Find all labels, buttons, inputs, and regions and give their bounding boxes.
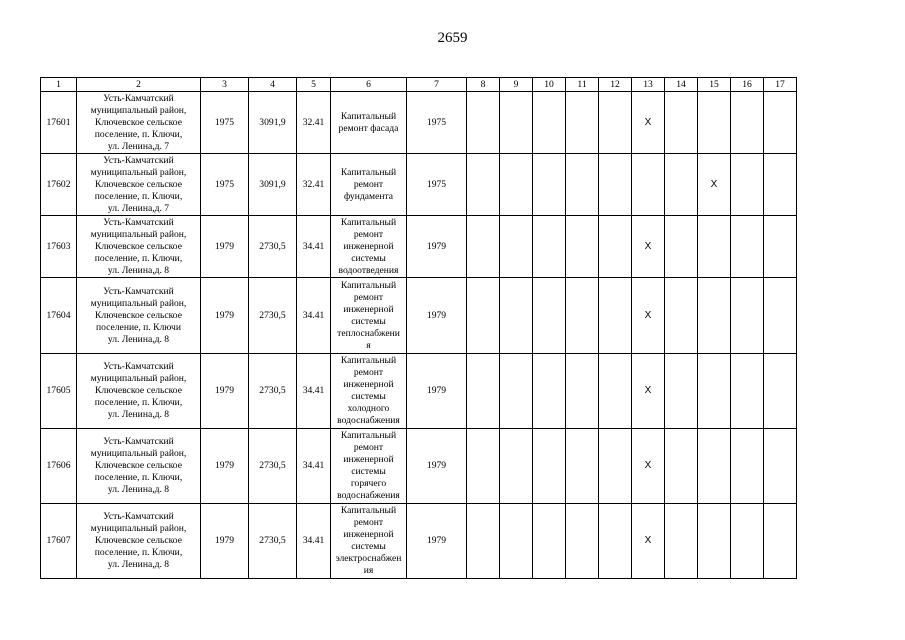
- row-id-cell: 17607: [41, 504, 77, 579]
- year-cell: 1975: [407, 154, 467, 216]
- column-header: 10: [533, 78, 566, 92]
- page-number: 2659: [437, 30, 468, 46]
- column-header: 17: [764, 78, 797, 92]
- address-cell-line: Усть-Камчатский: [103, 361, 174, 372]
- row-id-cell: 17605: [41, 354, 77, 429]
- work-type-cell-line: системы: [351, 541, 386, 552]
- column-header: 9: [500, 78, 533, 92]
- header-row: [41, 78, 797, 92]
- column-header: 4: [249, 78, 297, 92]
- work-type-cell-line: Капитальный: [340, 505, 397, 516]
- address-cell-line: муниципальный район,: [90, 297, 187, 309]
- empty-cell: [731, 216, 764, 278]
- address-cell: [77, 278, 201, 354]
- empty-cell: [500, 354, 533, 429]
- work-type-cell: [331, 429, 407, 504]
- address-cell-line: муниципальный район,: [90, 523, 187, 534]
- empty-cell: [764, 278, 797, 354]
- address-cell-line: муниципальный район,: [90, 166, 187, 178]
- empty-cell: [599, 278, 632, 354]
- address-cell-line: поселение, п. Ключи,: [94, 397, 183, 408]
- value-cell: 34.41: [297, 504, 331, 579]
- address-cell-line: Ключевское сельское: [95, 535, 182, 546]
- address-cell: [77, 354, 201, 429]
- table-row: [41, 92, 797, 154]
- address-cell-line: поселение, п. Ключи,: [94, 252, 183, 264]
- work-type-cell-line: Капитальный: [340, 279, 397, 291]
- work-type-cell-line: ремонт: [353, 517, 384, 528]
- empty-cell: [698, 504, 731, 579]
- address-cell-line: поселение, п. Ключи,: [94, 547, 183, 558]
- address-cell-line: ул. Ленина,д. 8: [107, 559, 170, 570]
- empty-cell: [665, 429, 698, 504]
- empty-cell: [764, 504, 797, 579]
- column-header: 11: [566, 78, 599, 92]
- mark-cell: X: [632, 504, 665, 579]
- work-type-cell-line: ия: [363, 565, 374, 576]
- table-row: [41, 504, 797, 579]
- empty-cell: [599, 216, 632, 278]
- address-cell-line: Усть-Камчатский: [103, 511, 174, 522]
- address-cell-line: Усть-Камчатский: [103, 92, 174, 104]
- area-cell: 2730,5: [249, 504, 297, 579]
- work-type-cell-line: Капитальный: [340, 430, 397, 441]
- value-cell: 34.41: [297, 278, 331, 354]
- empty-cell: [533, 429, 566, 504]
- mark-cell: X: [632, 429, 665, 504]
- year-cell: 1979: [407, 504, 467, 579]
- year-built-cell: 1979: [201, 278, 249, 354]
- empty-cell: [566, 278, 599, 354]
- empty-cell: [533, 92, 566, 154]
- empty-cell: [599, 154, 632, 216]
- row-id-cell: 17602: [41, 154, 77, 216]
- empty-cell: [467, 504, 500, 579]
- work-type-cell: [331, 504, 407, 579]
- work-type-cell: [331, 354, 407, 429]
- address-cell-line: ул. Ленина,д. 8: [107, 264, 170, 276]
- column-header: 12: [599, 78, 632, 92]
- empty-cell: [698, 354, 731, 429]
- empty-cell: [599, 92, 632, 154]
- mark-cell: X: [632, 92, 665, 154]
- value-cell: 32.41: [297, 92, 331, 154]
- empty-cell: [665, 278, 698, 354]
- column-header: 8: [467, 78, 500, 92]
- empty-cell: [566, 354, 599, 429]
- column-header: 15: [698, 78, 731, 92]
- value-cell: 32.41: [297, 154, 331, 216]
- empty-cell: [698, 429, 731, 504]
- row-id-cell: 17601: [41, 92, 77, 154]
- empty-cell: [500, 504, 533, 579]
- table-row: [41, 278, 797, 354]
- row-id-cell: 17603: [41, 216, 77, 278]
- row-id-cell: 17604: [41, 278, 77, 354]
- empty-cell: [566, 154, 599, 216]
- work-type-cell-line: ремонт: [353, 291, 384, 303]
- work-type-cell-line: водоснабжения: [337, 490, 400, 501]
- work-type-cell-line: водоотведения: [338, 264, 399, 276]
- row-id-cell: 17606: [41, 429, 77, 504]
- work-type-cell-line: ремонт: [353, 178, 384, 190]
- work-type-cell: [331, 216, 407, 278]
- table-row: [41, 216, 797, 278]
- address-cell-line: Усть-Камчатский: [103, 436, 174, 447]
- address-cell-line: Усть-Камчатский: [103, 216, 174, 228]
- address-cell-line: ул. Ленина,д. 8: [107, 484, 170, 495]
- work-type-cell-line: теплоснабжени: [337, 327, 400, 339]
- work-type-cell-line: инженерной: [343, 454, 394, 465]
- work-type-cell-line: ремонт: [353, 442, 384, 453]
- empty-cell: [500, 278, 533, 354]
- year-cell: 1979: [407, 354, 467, 429]
- column-header: 2: [77, 78, 201, 92]
- work-type-cell: [331, 278, 407, 354]
- year-built-cell: 1975: [201, 154, 249, 216]
- empty-cell: [533, 278, 566, 354]
- empty-cell: [500, 429, 533, 504]
- address-cell-line: Усть-Камчатский: [103, 285, 174, 297]
- table-row: [41, 429, 797, 504]
- empty-cell: [566, 216, 599, 278]
- column-header: 7: [407, 78, 467, 92]
- area-cell: 2730,5: [249, 354, 297, 429]
- mark-cell: X: [698, 154, 731, 216]
- mark-cell: X: [632, 278, 665, 354]
- work-type-cell-line: я: [366, 339, 371, 351]
- address-cell-line: муниципальный район,: [90, 373, 187, 384]
- empty-cell: [698, 92, 731, 154]
- work-type-cell-line: системы: [351, 252, 386, 264]
- address-cell: [77, 504, 201, 579]
- work-type-cell-line: холодного: [347, 403, 390, 414]
- address-cell: [77, 154, 201, 216]
- empty-cell: [566, 92, 599, 154]
- work-type-cell-line: водоснабжения: [337, 415, 400, 426]
- area-cell: 3091,9: [249, 92, 297, 154]
- empty-cell: [566, 429, 599, 504]
- empty-cell: [500, 154, 533, 216]
- mark-cell: X: [632, 354, 665, 429]
- address-cell-line: поселение, п. Ключи: [95, 321, 182, 333]
- work-type-cell-line: Капитальный: [340, 166, 397, 178]
- empty-cell: [731, 354, 764, 429]
- empty-cell: [665, 216, 698, 278]
- year-cell: 1975: [407, 92, 467, 154]
- empty-cell: [731, 92, 764, 154]
- work-type-cell-line: инженерной: [343, 240, 394, 252]
- column-header: 1: [41, 78, 77, 92]
- address-cell: [77, 216, 201, 278]
- year-built-cell: 1979: [201, 216, 249, 278]
- empty-cell: [467, 278, 500, 354]
- address-cell: [77, 429, 201, 504]
- value-cell: 34.41: [297, 216, 331, 278]
- empty-cell: [599, 504, 632, 579]
- work-type-cell-line: инженерной: [343, 529, 394, 540]
- address-cell-line: поселение, п. Ключи,: [94, 128, 183, 140]
- address-cell-line: Ключевское сельское: [95, 460, 182, 471]
- year-built-cell: 1979: [201, 354, 249, 429]
- empty-cell: [500, 216, 533, 278]
- empty-cell: [632, 154, 665, 216]
- empty-cell: [731, 429, 764, 504]
- empty-cell: [467, 154, 500, 216]
- empty-cell: [467, 92, 500, 154]
- work-type-cell-line: Капитальный: [340, 216, 397, 228]
- year-cell: 1979: [407, 429, 467, 504]
- column-header: 14: [665, 78, 698, 92]
- empty-cell: [599, 429, 632, 504]
- column-header: 13: [632, 78, 665, 92]
- empty-cell: [467, 216, 500, 278]
- area-cell: 3091,9: [249, 154, 297, 216]
- empty-cell: [764, 429, 797, 504]
- column-header: 16: [731, 78, 764, 92]
- empty-cell: [665, 154, 698, 216]
- address-cell-line: ул. Ленина,д. 7: [107, 140, 170, 152]
- work-type-cell-line: ремонт: [353, 228, 384, 240]
- empty-cell: [764, 216, 797, 278]
- mark-cell: X: [632, 216, 665, 278]
- year-built-cell: 1979: [201, 504, 249, 579]
- work-type-cell-line: ремонт фасада: [338, 122, 399, 134]
- empty-cell: [533, 504, 566, 579]
- empty-cell: [566, 504, 599, 579]
- address-cell-line: поселение, п. Ключи,: [94, 190, 183, 202]
- empty-cell: [533, 216, 566, 278]
- work-type-cell-line: ремонт: [353, 367, 384, 378]
- empty-cell: [731, 504, 764, 579]
- empty-cell: [764, 92, 797, 154]
- value-cell: 34.41: [297, 354, 331, 429]
- address-cell-line: Ключевское сельское: [95, 116, 182, 128]
- address-cell-line: Ключевское сельское: [95, 385, 182, 396]
- empty-cell: [500, 92, 533, 154]
- address-cell-line: Усть-Камчатский: [103, 154, 174, 166]
- empty-cell: [665, 92, 698, 154]
- work-type-cell-line: горячего: [350, 478, 387, 489]
- work-type-cell-line: системы: [351, 391, 386, 402]
- work-type-cell-line: инженерной: [343, 379, 394, 390]
- column-header: 5: [297, 78, 331, 92]
- empty-cell: [467, 429, 500, 504]
- work-type-cell-line: Капитальный: [340, 110, 397, 122]
- year-cell: 1979: [407, 216, 467, 278]
- empty-cell: [731, 278, 764, 354]
- area-cell: 2730,5: [249, 278, 297, 354]
- empty-cell: [467, 354, 500, 429]
- year-cell: 1979: [407, 278, 467, 354]
- address-cell-line: Ключевское сельское: [95, 309, 182, 321]
- work-type-cell-line: электроснабжен: [335, 553, 402, 564]
- empty-cell: [764, 354, 797, 429]
- empty-cell: [698, 216, 731, 278]
- area-cell: 2730,5: [249, 216, 297, 278]
- area-cell: 2730,5: [249, 429, 297, 504]
- year-built-cell: 1975: [201, 92, 249, 154]
- registry-table: [40, 77, 797, 579]
- address-cell-line: муниципальный район,: [90, 104, 187, 116]
- work-type-cell-line: системы: [351, 466, 386, 477]
- empty-cell: [764, 154, 797, 216]
- empty-cell: [599, 354, 632, 429]
- address-cell-line: Ключевское сельское: [95, 240, 182, 252]
- address-cell-line: Ключевское сельское: [95, 178, 182, 190]
- address-cell-line: ул. Ленина,д. 7: [107, 202, 170, 214]
- address-cell-line: муниципальный район,: [90, 448, 187, 459]
- address-cell-line: поселение, п. Ключи,: [94, 472, 183, 483]
- work-type-cell: [331, 92, 407, 154]
- column-header: 6: [331, 78, 407, 92]
- address-cell: [77, 92, 201, 154]
- address-cell-line: муниципальный район,: [90, 228, 187, 240]
- work-type-cell-line: фундамента: [343, 190, 394, 202]
- empty-cell: [533, 154, 566, 216]
- empty-cell: [698, 278, 731, 354]
- address-cell-line: ул. Ленина,д. 8: [107, 333, 170, 345]
- table-row: [41, 354, 797, 429]
- work-type-cell-line: Капитальный: [340, 355, 397, 366]
- work-type-cell: [331, 154, 407, 216]
- table-row: [41, 154, 797, 216]
- empty-cell: [665, 504, 698, 579]
- year-built-cell: 1979: [201, 429, 249, 504]
- column-header: 3: [201, 78, 249, 92]
- empty-cell: [533, 354, 566, 429]
- work-type-cell-line: инженерной: [343, 303, 394, 315]
- empty-cell: [665, 354, 698, 429]
- value-cell: 34.41: [297, 429, 331, 504]
- work-type-cell-line: системы: [351, 315, 386, 327]
- address-cell-line: ул. Ленина,д. 8: [107, 409, 170, 420]
- empty-cell: [731, 154, 764, 216]
